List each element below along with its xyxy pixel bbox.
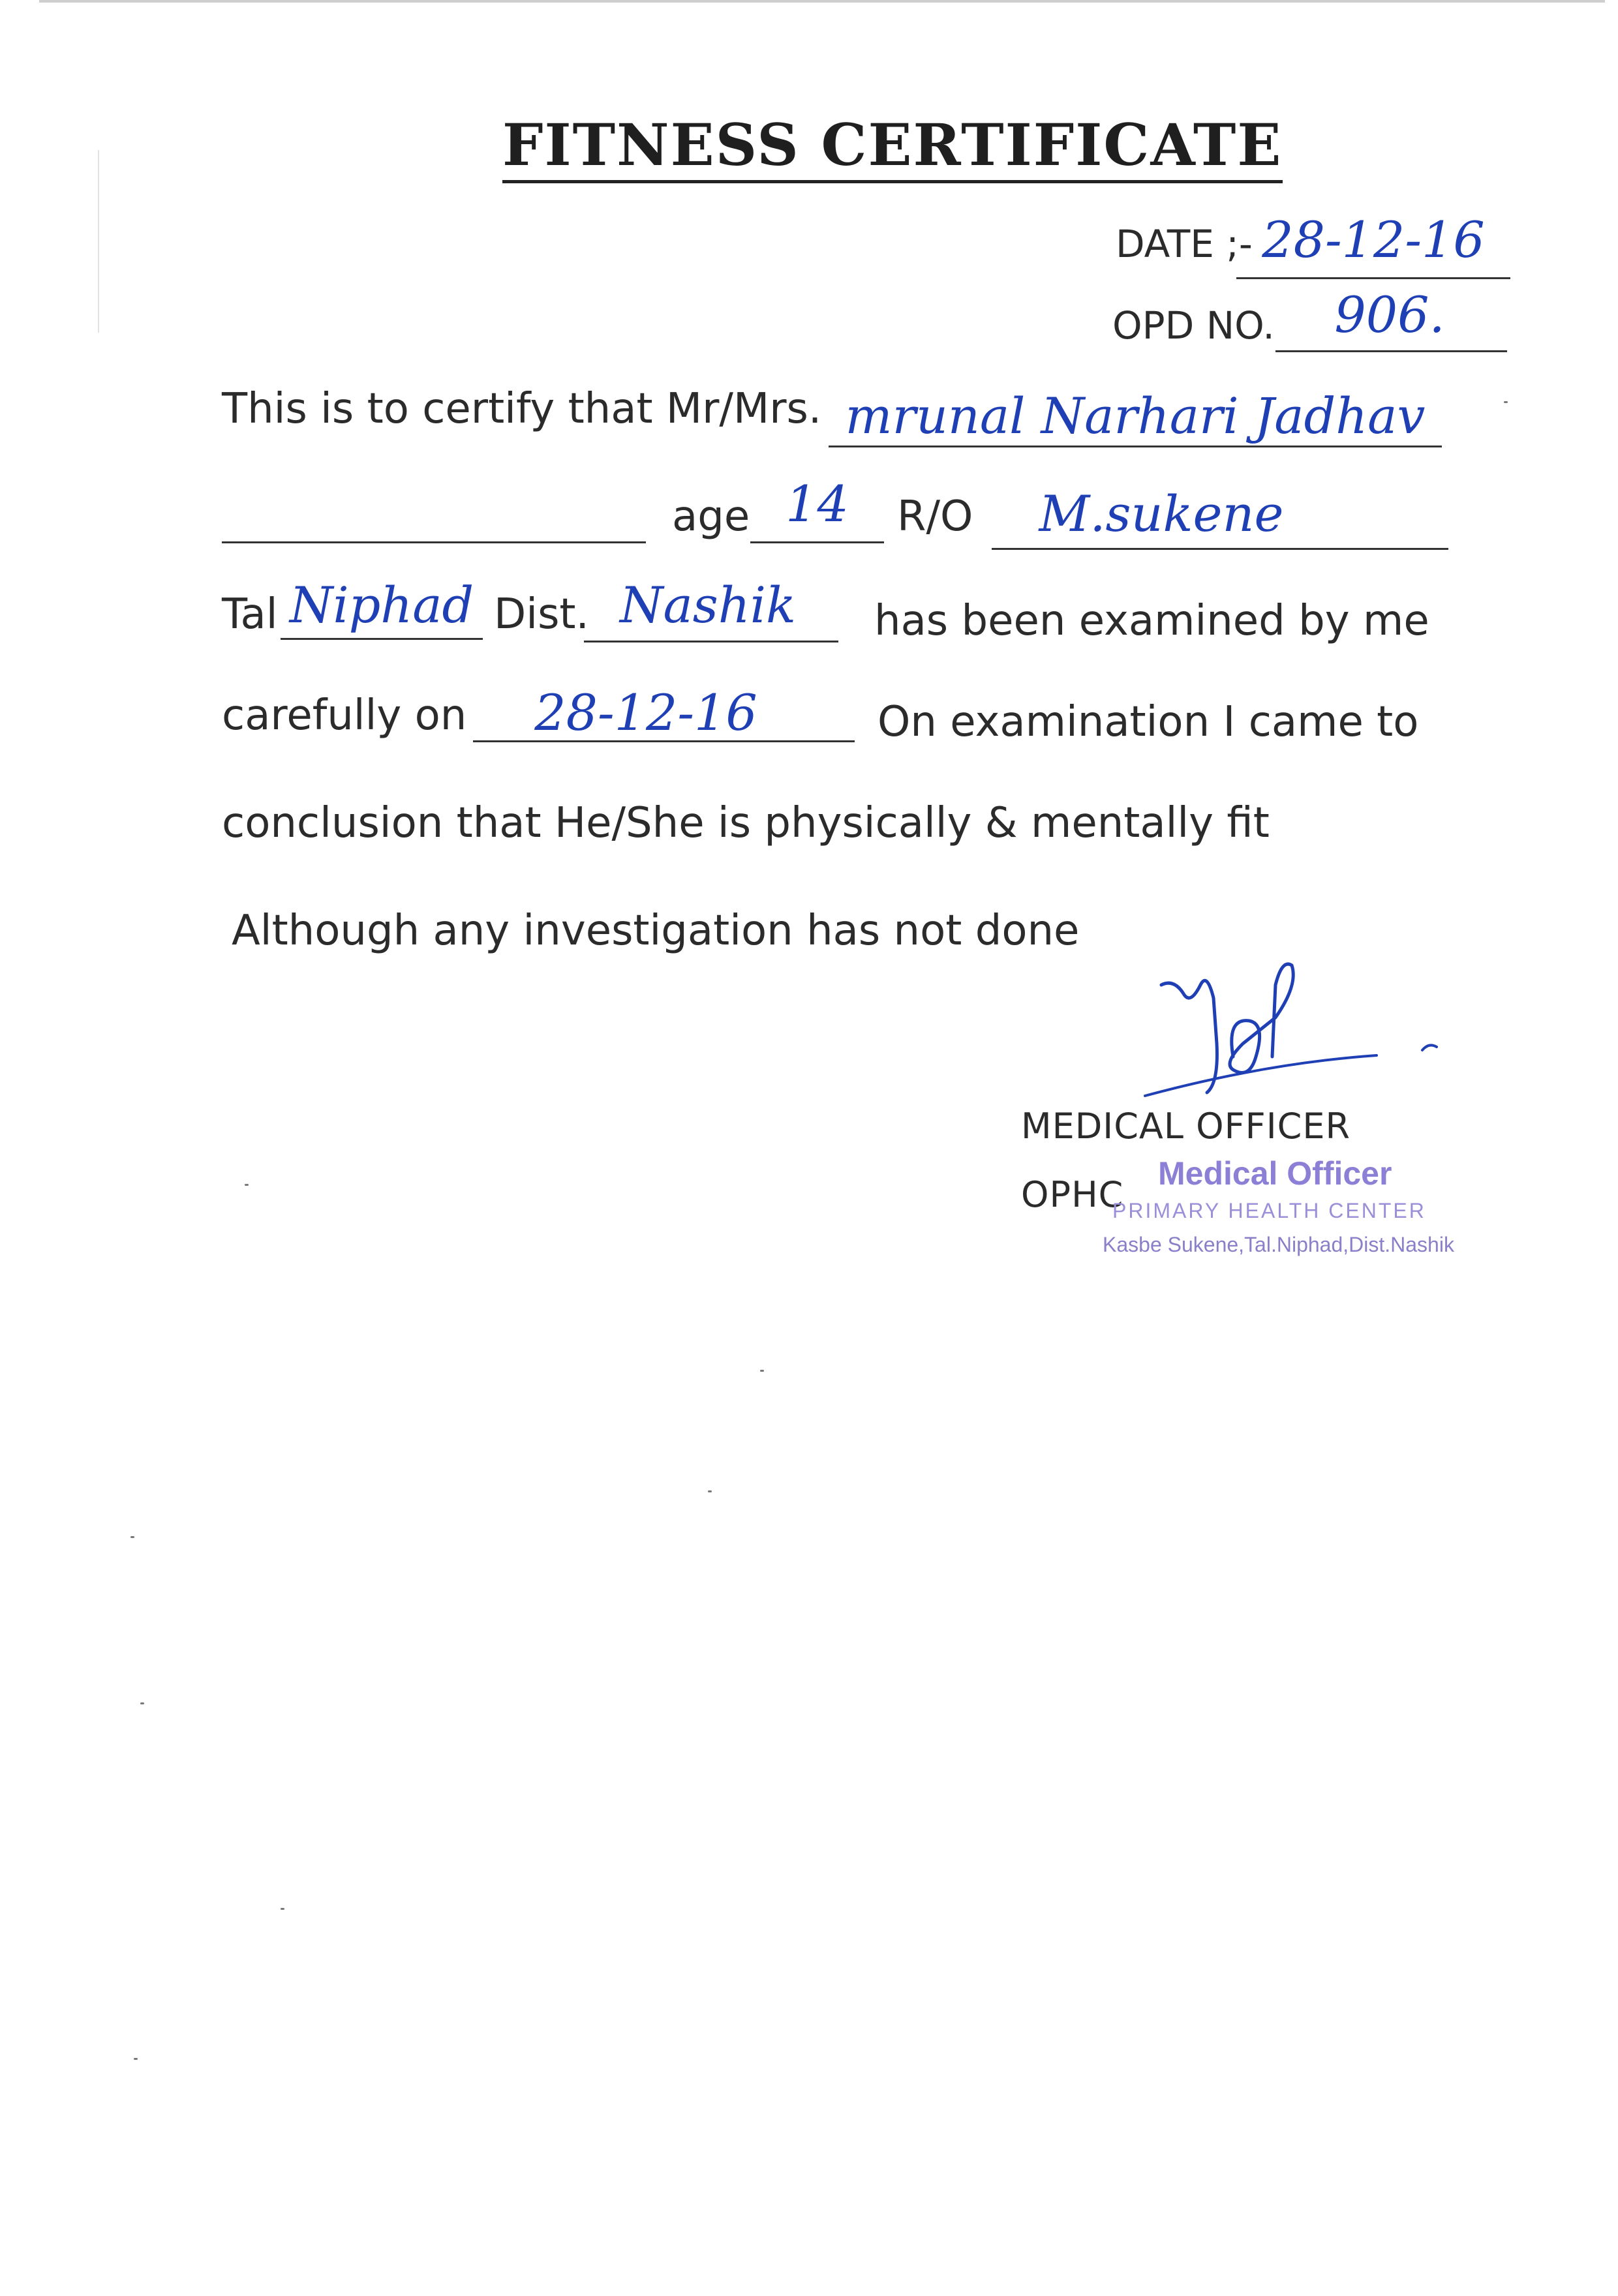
scan-speck xyxy=(1504,401,1508,403)
carefully-label: carefully on xyxy=(222,691,467,740)
examination-text: On examination I came to xyxy=(878,698,1419,746)
conclusion-text: conclusion that He/She is physically & mentally fit xyxy=(222,799,1270,847)
scan-speck xyxy=(140,1702,144,1704)
dist-value: Nashik xyxy=(619,576,797,634)
opd-underline xyxy=(1275,350,1507,352)
stamp-title: Medical Officer xyxy=(1158,1155,1392,1192)
tal-value: Niphad xyxy=(289,576,474,634)
date-underline xyxy=(1236,277,1510,279)
scan-speck xyxy=(134,2058,138,2060)
scan-edge xyxy=(39,0,1605,3)
scan-speck xyxy=(130,1536,134,1538)
investigation-text: Although any investigation has not done xyxy=(232,907,1080,955)
ro-value: M.sukene xyxy=(1039,485,1284,543)
stamp-center: PRIMARY HEALTH CENTER xyxy=(1112,1199,1426,1222)
patient-name: mrunal Narhari Jadhav xyxy=(845,387,1426,445)
blank-underline xyxy=(222,541,646,543)
officer-org: OPHC xyxy=(1021,1174,1124,1215)
date-label: DATE ;- xyxy=(1116,222,1253,266)
scan-speck xyxy=(760,1370,764,1372)
opd-value: 906. xyxy=(1334,286,1445,344)
exam-date-value: 28-12-16 xyxy=(534,684,757,742)
tal-label: Tal xyxy=(222,590,278,639)
scan-speck xyxy=(708,1490,712,1492)
scan-speck xyxy=(281,1908,284,1910)
name-underline xyxy=(829,446,1442,447)
tal-underline xyxy=(281,638,483,640)
date-value: 28-12-16 xyxy=(1262,211,1485,269)
stamp-address: Kasbe Sukene,Tal.Niphad,Dist.Nashik xyxy=(1103,1233,1454,1256)
age-value: 14 xyxy=(786,475,849,533)
ro-underline xyxy=(992,548,1448,550)
certify-text: This is to certify that Mr/Mrs. xyxy=(222,385,822,433)
dist-label: Dist. xyxy=(494,590,589,639)
page-title: FITNESS CERTIFICATE xyxy=(502,111,1283,183)
scan-edge-left xyxy=(98,150,99,333)
examined-text: has been examined by me xyxy=(874,597,1429,645)
age-underline xyxy=(750,541,884,543)
dist-underline xyxy=(584,641,838,642)
age-label: age xyxy=(672,492,750,541)
opd-label: OPD NO. xyxy=(1112,303,1275,348)
ro-label: R/O xyxy=(897,492,973,541)
officer-title: MEDICAL OFFICER xyxy=(1021,1106,1351,1147)
signature xyxy=(1135,959,1448,1115)
scan-speck xyxy=(245,1184,249,1186)
